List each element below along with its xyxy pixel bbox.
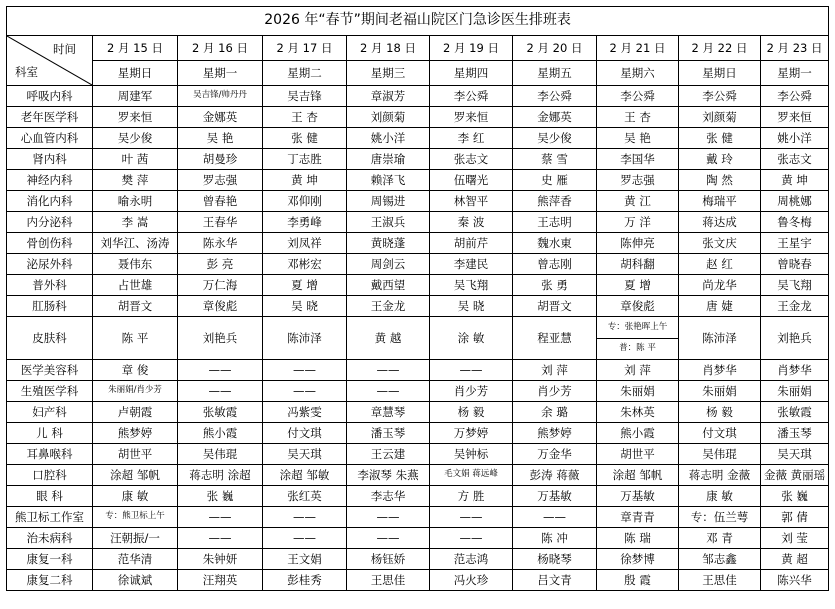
department-name: 口腔科	[7, 465, 93, 486]
doctor-cell: 胡世平	[597, 444, 679, 465]
doctor-cell: 万仁海	[178, 275, 263, 296]
doctor-cell: 肖少芳	[430, 381, 513, 402]
doctor-cell: 卢朝霞	[93, 402, 178, 423]
doctor-cell: ——	[178, 507, 263, 528]
doctor-cell: 章青青	[597, 507, 679, 528]
doctor-cell: 吴天琪	[761, 444, 829, 465]
doctor-cell: 张文庆	[679, 233, 761, 254]
weekday-header: 星期日	[679, 61, 761, 86]
doctor-cell: 肖梦华	[679, 360, 761, 381]
schedule-row	[7, 254, 829, 275]
date-header: 2 月 18 日	[347, 36, 430, 61]
doctor-cell: 吴 晓	[430, 296, 513, 317]
doctor-cell: 李志华	[347, 486, 430, 507]
doctor-cell: 万 洋	[597, 212, 679, 233]
doctor-cell: 唐崇瑜	[347, 149, 430, 170]
doctor-cell: ——	[347, 381, 430, 402]
schedule-row	[7, 212, 829, 233]
doctor-cell: 周建军	[93, 86, 178, 107]
doctor-cell: 夏 增	[263, 275, 347, 296]
doctor-cell: 张 巍	[178, 486, 263, 507]
doctor-cell: 王云建	[347, 444, 430, 465]
department-name: 肛肠科	[7, 296, 93, 317]
date-header: 2 月 19 日	[430, 36, 513, 61]
doctor-cell: 张 勇	[513, 275, 597, 296]
doctor-cell: ——	[263, 381, 347, 402]
doctor-cell: 涂超 邹敏	[263, 465, 347, 486]
schedule-body	[7, 7, 829, 591]
weekday-header: 星期三	[347, 61, 430, 86]
department-name: 医学美容科	[7, 360, 93, 381]
doctor-cell: ——	[178, 528, 263, 549]
doctor-cell: 陈 平	[93, 317, 178, 360]
doctor-cell: 张 健	[263, 128, 347, 149]
weekday-header: 星期日	[93, 61, 178, 86]
doctor-cell: 熊梦婷	[93, 423, 178, 444]
department-name: 生殖医学科	[7, 381, 93, 402]
doctor-cell: 占世雄	[93, 275, 178, 296]
doctor-cell: 陈永华	[178, 233, 263, 254]
doctor-cell: ——	[263, 507, 347, 528]
doctor-cell: ——	[347, 507, 430, 528]
doctor-cell: ——	[513, 507, 597, 528]
doctor-cell: 吴钟标	[430, 444, 513, 465]
doctor-cell: 李淑琴 朱燕	[347, 465, 430, 486]
doctor-cell: 张 巍	[761, 486, 829, 507]
doctor-cell: ——	[347, 360, 430, 381]
doctor-cell: 刘颜菊	[347, 107, 430, 128]
doctor-cell: 吕文青	[513, 570, 597, 591]
schedule-row	[7, 360, 829, 381]
department-name: 康复一科	[7, 549, 93, 570]
doctor-cell: 刘华江、汤涛	[93, 233, 178, 254]
date-row	[7, 36, 829, 61]
doctor-cell: 赵 红	[679, 254, 761, 275]
doctor-cell: 涂超 邹帆	[597, 465, 679, 486]
schedule-row	[7, 423, 829, 444]
doctor-cell: 周锡进	[347, 191, 430, 212]
doctor-cell: 王思佳	[347, 570, 430, 591]
date-header: 2 月 17 日	[263, 36, 347, 61]
doctor-cell: 丁志胜	[263, 149, 347, 170]
schedule-row	[7, 128, 829, 149]
doctor-cell: 彭桂秀	[263, 570, 347, 591]
department-name: 肾内科	[7, 149, 93, 170]
doctor-cell: 专：伍兰萼	[679, 507, 761, 528]
schedule-row	[7, 275, 829, 296]
doctor-cell: 杨晓琴	[513, 549, 597, 570]
doctor-cell: 陈沛泽	[679, 317, 761, 360]
doctor-cell: 刘颜菊	[679, 107, 761, 128]
doctor-cell: 魏水東	[513, 233, 597, 254]
doctor-cell: 李 嵩	[93, 212, 178, 233]
doctor-cell: 章 俊	[93, 360, 178, 381]
doctor-cell: 王金龙	[761, 296, 829, 317]
doctor-cell: 胡世平	[93, 444, 178, 465]
doctor-cell: 戴西望	[347, 275, 430, 296]
doctor-cell: 夏 增	[597, 275, 679, 296]
doctor-cell: 唐 婕	[679, 296, 761, 317]
doctor-cell: 戴 玲	[679, 149, 761, 170]
doctor-cell: 汪翔英	[178, 570, 263, 591]
weekday-row	[7, 61, 829, 86]
doctor-cell: 吴伟琨	[679, 444, 761, 465]
doctor-cell: 汪朝振/一	[93, 528, 178, 549]
department-name: 呼吸内科	[7, 86, 93, 107]
doctor-cell: 刘凤祥	[263, 233, 347, 254]
doctor-cell: 周剑云	[347, 254, 430, 275]
schedule-row	[7, 86, 829, 107]
doctor-cell: 专：熊卫标上午	[93, 507, 178, 528]
department-name: 心血管内科	[7, 128, 93, 149]
department-name: 皮肤科	[7, 317, 93, 360]
doctor-cell: 罗来恒	[93, 107, 178, 128]
weekday-header: 星期六	[597, 61, 679, 86]
doctor-cell: 王春华	[178, 212, 263, 233]
doctor-cell: 李勇峰	[263, 212, 347, 233]
doctor-cell: ——	[178, 360, 263, 381]
doctor-cell: 殷 霞	[597, 570, 679, 591]
doctor-cell: 章淑芳	[347, 86, 430, 107]
doctor-cell: 陈 瑞	[597, 528, 679, 549]
doctor-cell: 陈 冲	[513, 528, 597, 549]
doctor-cell: 张红英	[263, 486, 347, 507]
department-name: 神经内科	[7, 170, 93, 191]
schedule-row	[7, 549, 829, 570]
doctor-cell: 蒋志明 金薇	[679, 465, 761, 486]
doctor-cell: 尚龙华	[679, 275, 761, 296]
department-name: 耳鼻喉科	[7, 444, 93, 465]
schedule-row	[7, 191, 829, 212]
doctor-cell: 张志文	[430, 149, 513, 170]
doctor-cell: 张志文	[761, 149, 829, 170]
doctor-cell: 罗来恒	[430, 107, 513, 128]
schedule-row	[7, 402, 829, 423]
date-header: 2 月 16 日	[178, 36, 263, 61]
doctor-cell: 王思佳	[679, 570, 761, 591]
department-name: 妇产科	[7, 402, 93, 423]
doctor-cell: 蒋达成	[679, 212, 761, 233]
department-name: 骨创伤科	[7, 233, 93, 254]
schedule-row	[7, 149, 829, 170]
doctor-cell: 王文娟	[263, 549, 347, 570]
corner-label-time: 时间	[53, 42, 76, 56]
doctor-cell: 刘艳兵	[178, 317, 263, 360]
department-name: 老年医学科	[7, 107, 93, 128]
department-name: 泌尿外科	[7, 254, 93, 275]
doctor-cell: 刘 萍	[597, 360, 679, 381]
doctor-cell: 朱丽娟	[679, 381, 761, 402]
doctor-cell: 吴飞翔	[430, 275, 513, 296]
doctor-cell: 王金龙	[347, 296, 430, 317]
doctor-cell: 肖少芳	[513, 381, 597, 402]
doctor-cell: 吴 艳	[178, 128, 263, 149]
doctor-cell: 喻永明	[93, 191, 178, 212]
doctor-cell: 黄 江	[597, 191, 679, 212]
doctor-cell: 章俊彪	[178, 296, 263, 317]
doctor-cell: 李公舜	[761, 86, 829, 107]
schedule-row	[7, 507, 829, 528]
doctor-cell: 邓仰刚	[263, 191, 347, 212]
doctor-cell: 吴 晓	[263, 296, 347, 317]
department-name: 消化内科	[7, 191, 93, 212]
schedule-table	[6, 6, 829, 591]
doctor-cell: 胡曼珍	[178, 149, 263, 170]
doctor-cell: 刘艳兵	[761, 317, 829, 360]
doctor-cell: 范志鸿	[430, 549, 513, 570]
doctor-cell: 万梦婷	[430, 423, 513, 444]
doctor-cell: 黄 坤	[761, 170, 829, 191]
doctor-cell: 彭涛 蒋薇	[513, 465, 597, 486]
schedule-row	[7, 465, 829, 486]
schedule-row	[7, 381, 829, 402]
doctor-cell: 姚小洋	[347, 128, 430, 149]
doctor-cell: 潘玉琴	[761, 423, 829, 444]
doctor-cell: 罗志强	[597, 170, 679, 191]
doctor-cell: 刘 萍	[513, 360, 597, 381]
doctor-cell: 周桃娜	[761, 191, 829, 212]
specialist-entry: 专：张艳晖上午	[607, 321, 668, 332]
doctor-cell: 熊小霞	[178, 423, 263, 444]
doctor-cell: 章俊彪	[597, 296, 679, 317]
schedule-row	[7, 570, 829, 591]
doctor-cell: 朱林英	[597, 402, 679, 423]
doctor-cell: 胡科翻	[597, 254, 679, 275]
doctor-cell: 李公舜	[513, 86, 597, 107]
doctor-cell: 郭 倩	[761, 507, 829, 528]
doctor-cell: 康 敏	[93, 486, 178, 507]
doctor-cell: 万基敏	[513, 486, 597, 507]
doctor-cell: 万基敏	[597, 486, 679, 507]
schedule-row	[7, 233, 829, 254]
doctor-cell: 邓 青	[679, 528, 761, 549]
doctor-cell: 毛文娟 蒋远峰	[430, 465, 513, 486]
doctor-cell: 朱丽娟	[761, 381, 829, 402]
doctor-cell: 赖泽飞	[347, 170, 430, 191]
doctor-cell: 吴天琪	[263, 444, 347, 465]
doctor-cell: 陈兴华	[761, 570, 829, 591]
date-header: 2 月 20 日	[513, 36, 597, 61]
title-row	[7, 7, 829, 36]
doctor-cell: 吴伟琨	[178, 444, 263, 465]
doctor-cell: 蔡 雪	[513, 149, 597, 170]
doctor-cell: 朱钟妍	[178, 549, 263, 570]
doctor-cell: 陈伸亮	[597, 233, 679, 254]
doctor-cell: 梅瑞平	[679, 191, 761, 212]
doctor-cell: 李公舜	[597, 86, 679, 107]
doctor-cell: 鲁冬梅	[761, 212, 829, 233]
weekday-header: 星期四	[430, 61, 513, 86]
doctor-cell: 胡晋文	[513, 296, 597, 317]
sheet-title: 2026 年“春节”期间老福山院区门急诊医生排班表	[7, 7, 829, 36]
doctor-cell: 樊 萍	[93, 170, 178, 191]
doctor-cell: 朱丽娟/肖少芳	[93, 381, 178, 402]
doctor-cell: 程亚慧	[513, 317, 597, 360]
doctor-cell: 蒋志明 涂超	[178, 465, 263, 486]
doctor-cell: 吴飞翔	[761, 275, 829, 296]
doctor-cell: 杨钰娇	[347, 549, 430, 570]
doctor-cell: 熊萍香	[513, 191, 597, 212]
doctor-cell: 涂 敏	[430, 317, 513, 360]
doctor-cell: 曾晓春	[761, 254, 829, 275]
doctor-cell: 熊小霞	[597, 423, 679, 444]
doctor-cell: 冯紫雯	[263, 402, 347, 423]
doctor-cell: 余 璐	[513, 402, 597, 423]
doctor-cell: 罗志强	[178, 170, 263, 191]
schedule-row	[7, 486, 829, 507]
doctor-cell: 冯火珍	[430, 570, 513, 591]
date-header: 2 月 15 日	[93, 36, 178, 61]
doctor-cell: 吴少俊	[93, 128, 178, 149]
doctor-cell: 熊梦婷	[513, 423, 597, 444]
doctor-cell: 杨 毅	[430, 402, 513, 423]
doctor-cell: 胡晋文	[93, 296, 178, 317]
doctor-cell: 叶 茜	[93, 149, 178, 170]
general-entry: 普：陈 平	[597, 338, 678, 360]
department-name: 儿 科	[7, 423, 93, 444]
date-header: 2 月 22 日	[679, 36, 761, 61]
doctor-cell: 李公舜	[679, 86, 761, 107]
doctor-cell: ——	[430, 528, 513, 549]
doctor-cell: ——	[430, 360, 513, 381]
doctor-cell: 章慧琴	[347, 402, 430, 423]
doctor-cell: 王 杏	[263, 107, 347, 128]
doctor-cell: 黄 坤	[263, 170, 347, 191]
doctor-cell: ——	[430, 507, 513, 528]
doctor-cell: 邹志鑫	[679, 549, 761, 570]
doctor-cell: 涂超 邹帆	[93, 465, 178, 486]
doctor-cell: 付文琪	[679, 423, 761, 444]
doctor-cell: 朱丽娟	[597, 381, 679, 402]
header-corner	[7, 36, 93, 86]
doctor-cell: 李 红	[430, 128, 513, 149]
doctor-cell: 黄 越	[347, 317, 430, 360]
doctor-cell: 肖梦华	[761, 360, 829, 381]
doctor-cell: 陈沛泽	[263, 317, 347, 360]
schedule-row	[7, 444, 829, 465]
doctor-cell: 邓彬宏	[263, 254, 347, 275]
doctor-cell: 伍曙光	[430, 170, 513, 191]
schedule-row	[7, 317, 829, 360]
doctor-cell: 徐梦博	[597, 549, 679, 570]
date-header: 2 月 23 日	[761, 36, 829, 61]
corner-label-dept: 科室	[15, 65, 38, 80]
split-doctor-cell	[597, 317, 679, 360]
doctor-cell: 吴少俊	[513, 128, 597, 149]
doctor-cell: 王淑兵	[347, 212, 430, 233]
doctor-cell: ——	[263, 528, 347, 549]
department-name: 康复二科	[7, 570, 93, 591]
doctor-cell: 徐诚斌	[93, 570, 178, 591]
doctor-cell: 王 杏	[597, 107, 679, 128]
doctor-cell: 曾春艳	[178, 191, 263, 212]
weekday-header: 星期一	[178, 61, 263, 86]
doctor-cell: 吴 艳	[597, 128, 679, 149]
department-name: 眼 科	[7, 486, 93, 507]
schedule-row	[7, 107, 829, 128]
doctor-cell: 王志明	[513, 212, 597, 233]
department-name: 普外科	[7, 275, 93, 296]
doctor-cell: 聂伟东	[93, 254, 178, 275]
doctor-cell: 史 雁	[513, 170, 597, 191]
weekday-header: 星期二	[263, 61, 347, 86]
doctor-cell: ——	[263, 360, 347, 381]
doctor-cell: 金娜英	[178, 107, 263, 128]
doctor-cell: 张 健	[679, 128, 761, 149]
schedule-row	[7, 528, 829, 549]
doctor-cell: 方 胜	[430, 486, 513, 507]
doctor-cell: 黄晓蓬	[347, 233, 430, 254]
doctor-cell: 黄 超	[761, 549, 829, 570]
doctor-cell: 张敏霞	[178, 402, 263, 423]
doctor-cell: 刘 莹	[761, 528, 829, 549]
doctor-cell: 胡前芹	[430, 233, 513, 254]
doctor-cell: 张敏霞	[761, 402, 829, 423]
schedule-row	[7, 170, 829, 191]
doctor-cell: 金娜英	[513, 107, 597, 128]
doctor-cell: 彭 亮	[178, 254, 263, 275]
doctor-cell: 李建民	[430, 254, 513, 275]
doctor-cell: ——	[178, 381, 263, 402]
doctor-cell: 康 敏	[679, 486, 761, 507]
doctor-cell: 付文琪	[263, 423, 347, 444]
date-header: 2 月 21 日	[597, 36, 679, 61]
doctor-cell: 范华清	[93, 549, 178, 570]
doctor-cell: 金薇 黄丽瑶	[761, 465, 829, 486]
doctor-cell: 罗来恒	[761, 107, 829, 128]
doctor-cell: 陶 然	[679, 170, 761, 191]
doctor-cell: 万金华	[513, 444, 597, 465]
department-name: 治未病科	[7, 528, 93, 549]
doctor-cell: 李公舜	[430, 86, 513, 107]
split-wrapper	[597, 317, 678, 359]
doctor-cell: 吴吉锋	[263, 86, 347, 107]
doctor-cell: 杨 毅	[679, 402, 761, 423]
doctor-cell: 吴吉锋/帅丹丹	[178, 86, 263, 107]
doctor-cell: 林智平	[430, 191, 513, 212]
doctor-cell: 秦 波	[430, 212, 513, 233]
doctor-cell: 李国华	[597, 149, 679, 170]
weekday-header: 星期五	[513, 61, 597, 86]
doctor-cell: ——	[347, 528, 430, 549]
department-name: 熊卫标工作室	[7, 507, 93, 528]
doctor-cell: 潘玉琴	[347, 423, 430, 444]
doctor-cell: 姚小洋	[761, 128, 829, 149]
schedule-row	[7, 296, 829, 317]
doctor-cell: 王星宇	[761, 233, 829, 254]
weekday-header: 星期一	[761, 61, 829, 86]
doctor-cell: 曾志刚	[513, 254, 597, 275]
department-name: 内分泌科	[7, 212, 93, 233]
